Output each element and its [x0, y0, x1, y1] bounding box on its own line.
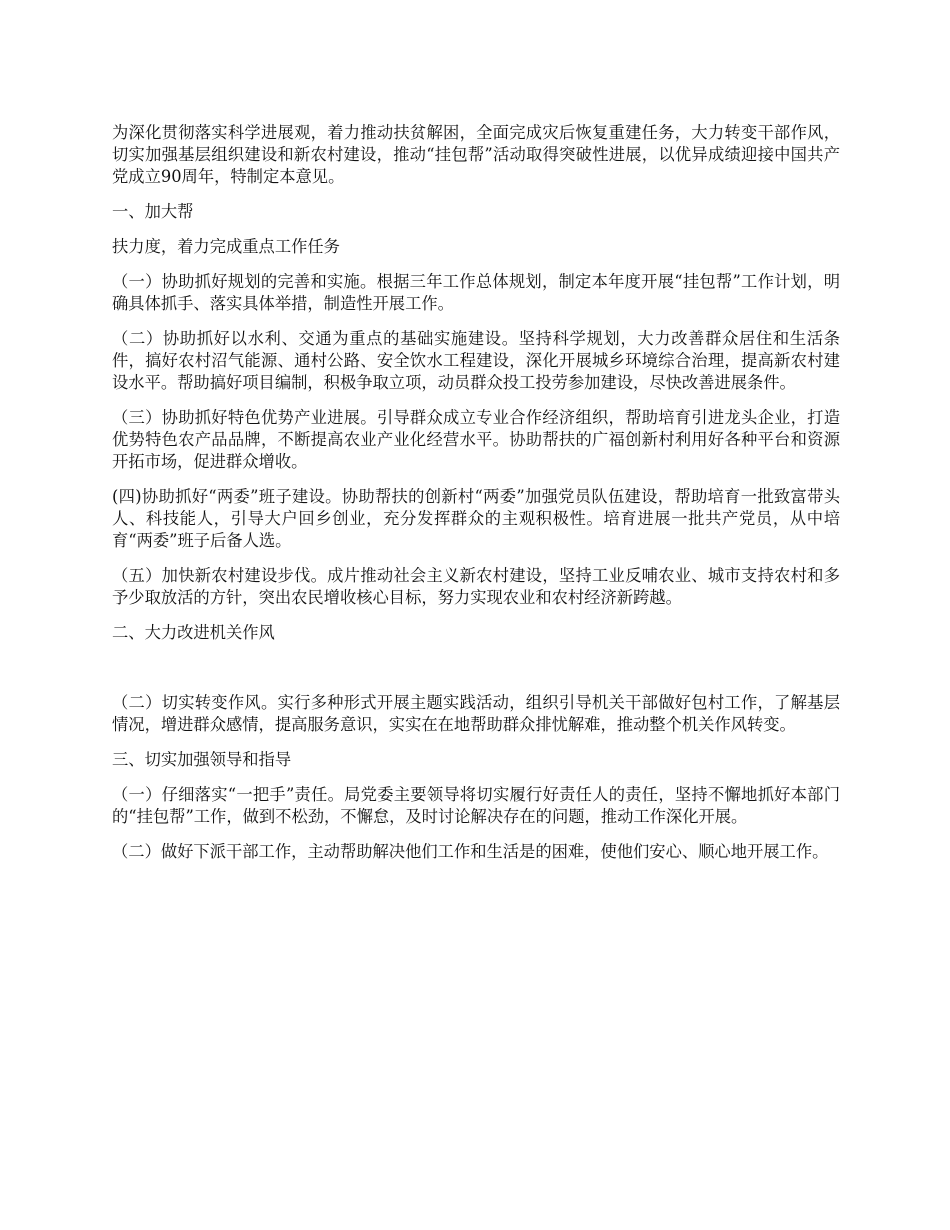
blank-space	[112, 657, 840, 692]
section-1-item-1: （一）协助抓好规划的完善和实施。根据三年工作总体规划，制定本年度开展“挂包帮”工作计划，明确具体抓手、落实具体举措，制造性开展工作。	[112, 272, 840, 313]
section-3-item-2: （二）做好下派干部工作，主动帮助解决他们工作和生活是的困难，使他们安心、顺心地开展工作。	[112, 842, 829, 861]
section-3-item-1: （一）仔细落实“一把手”责任。局党委主要领导将切实履行好责任人的责任，坚持不懈地抓好本部门的“挂包帮”工作，做到不松劲，不懈怠，及时讨论解决存在的问题，推动工作深化开展。	[112, 785, 840, 826]
section-1-item-5: （五）加快新农村建设步伐。成片推动社会主义新农村建设，坚持工业反哺农业、城市支持农村和多予少取放活的方针，突出农民增收核心目标，努力实现农业和农村经济新跨越。	[112, 566, 840, 607]
section-1-item-3: （三）协助抓好特色优势产业进展。引导群众成立专业合作经济组织，帮助培育引进龙头企业，打造优势特色农产品品牌，不断提高农业产业化经营水平。协助帮扶的广福创新村利用好各种平台和资源开拓市场，促进群众增收。	[112, 408, 840, 471]
section-1-item-4: (四)协助抓好“两委”班子建设。协助帮扶的创新村“两委”加强党员队伍建设，帮助培育一批致富带头人、科技能人，引导大户回乡创业，充分发挥群众的主观积极性。培育进展一批共产党员，从中培育“两委”班子后备人选。	[112, 487, 840, 550]
section-1-item-2: （二）协助抓好以水利、交通为重点的基础实施建设。坚持科学规划，大力改善群众居住和生活条件，搞好农村沼气能源、通村公路、安全饮水工程建设，深化开展城乡环境综合治理，提高新农村建设水平。帮助搞好项目编制，积极争取立项，动员群众投工投劳参加建设，尽快改善进展条件。	[112, 329, 840, 392]
document-body	[112, 122, 840, 876]
section-1-heading-part-1: 一、加大帮	[112, 202, 194, 221]
section-2-heading: 二、大力改进机关作风	[112, 623, 275, 642]
section-2-item-1: （二）切实转变作风。实行多种形式开展主题实践活动，组织引导机关干部做好包村工作，了解基层情况，增进群众感情，提高服务意识，实实在在地帮助群众排忧解难，推动整个机关作风转变。	[112, 693, 840, 734]
section-3-heading: 三、切实加强领导和指导	[112, 750, 292, 769]
section-1-heading-part-2: 扶力度，着力完成重点工作任务	[112, 237, 340, 256]
intro-paragraph: 为深化贯彻落实科学进展观，着力推动扶贫解困，全面完成灾后恢复重建任务，大力转变干部作风，切实加强基层组织建设和新农村建设，推动“挂包帮”活动取得突破性进展，以优异成绩迎接中国共产党成立90周年，特制定本意见。	[112, 123, 840, 186]
